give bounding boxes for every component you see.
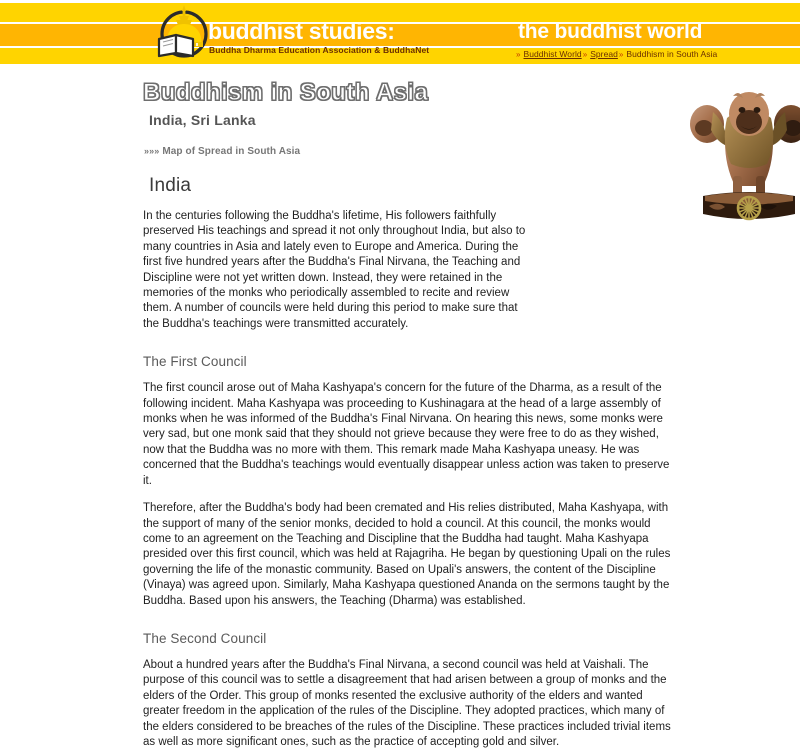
content-column [143, 80, 673, 750]
breadcrumb-link-buddhist-world[interactable]: Buddhist World [523, 49, 582, 59]
breadcrumb-separator-2: » [582, 50, 588, 59]
first-council-paragraph-2: Therefore, after the Buddha's body had been cremated and His relies distributed, Maha Kashyapa, with the support of many of the senior monks, decided to hold a council. At this council, the monks would come to an agreement on the Teaching and Discipline that the Buddha had taught. Maha Kashyapa presided over this first council, which was held at Rajagriha. He began by questioning Upali on the rules governing the life of the monastic community. Based on Upali's answers, the content of the Discipline (Vinaya) was agreed upon. Similarly, Maha Kashyapa questioned Ananda on the sermons taught by the Buddha. Based upon his answers, the Teaching (Dharma) was established. [143, 502, 671, 607]
page-subtitle: India, Sri Lanka [149, 112, 256, 128]
triple-chevron-icon: »»» [144, 146, 160, 156]
map-of-spread-link[interactable] [144, 146, 673, 157]
brand-title: buddhist studies: [208, 18, 395, 44]
breadcrumb-separator-1: » [516, 50, 521, 59]
region-heading-india: India [149, 175, 192, 196]
section-block [460, 0, 800, 66]
page-body [0, 80, 800, 750]
first-council-paragraph-1: The first council arose out of Maha Kashyapa's concern for the future of the Dharma, as a result of the following incident. Maha Kashyapa was proceeding to Kushinagara at the head of a large assembly of monks when he was informed of the Buddha's Final Nirvana. On hearing this news, some monks were very sad, but one monk said that they should not grieve because they were free to do as they wished, now that the Buddha was no more with them. This remark made Maha Kashyapa uneasy. He was concerned that the Buddha's teachings would eventually disappear unless action was taken to preserve it. [143, 382, 670, 487]
heading-first-council: The First Council [143, 354, 247, 370]
breadcrumb-separator-3: » [618, 50, 624, 59]
lion-capital-of-ashoka-image [683, 84, 800, 224]
site-masthead [0, 0, 800, 66]
map-of-spread-link-label: Map of Spread in South Asia [162, 146, 301, 157]
brand-tagline: Buddha Dharma Education Association & BuddhaNet [209, 45, 430, 55]
second-council-paragraph-1: About a hundred years after the Buddha's Final Nirvana, a second council was held at Vaishali. The purpose of this council was to settle a disagreement that had arisen between a group of monks and the elders of the Order. This group of monks resented the exclusive authority of the elders and wanted greater freedom in the application of the rules of the Discipline. They adopted practices, which many of the elders considered to be breaches of the rules of the Discipline. These practices included trivial items as well as more significant ones, such as the practice of accepting gold and silver. [143, 658, 671, 748]
brand-block[interactable] [145, 0, 505, 66]
stupa-book-logo-icon[interactable] [153, 1, 215, 63]
intro-paragraph: In the centuries following the Buddha's lifetime, His followers faithfully preserved His teachings and spread it not only throughout India, but also to many countries in Asia and lately even to Europe and America. During the first five hundred years after the Buddha's Final Nirvana, the Teaching and Discipline were not yet written down. Instead, they were retained in the memories of the monks who periodically assembled to recite and review them. A number of councils were held during this period to make sure that the Buddha's teachings were transmitted accurately. [143, 210, 526, 330]
heading-second-council: The Second Council [143, 630, 267, 646]
breadcrumb-current-page: Buddhism in South Asia [626, 49, 718, 59]
page-title: Buddhism in South Asia [143, 79, 429, 106]
section-title: the buddhist world [518, 20, 703, 43]
breadcrumb-link-spread[interactable]: Spread [590, 49, 618, 59]
breadcrumb [515, 49, 717, 59]
